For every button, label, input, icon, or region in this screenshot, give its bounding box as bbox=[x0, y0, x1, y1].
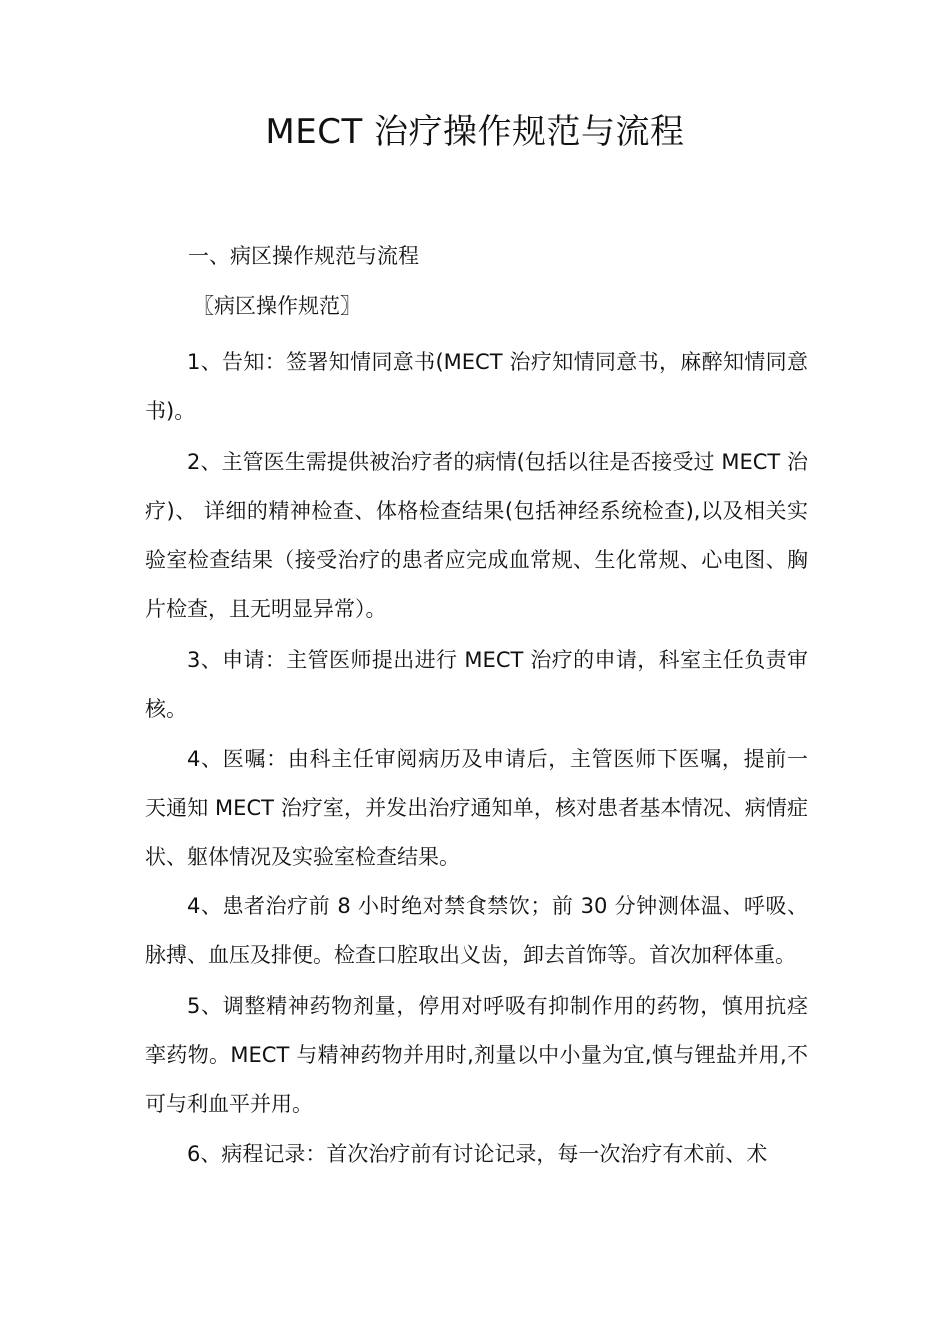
paragraph-medical-order: 4、医嘱：由科主任审阅病历及申请后，主管医师下医嘱，提前一天通知 MECT 治疗室，并发出治疗通知单，核对患者基本情况、病情症状、躯体情况及实验室检查结果。 bbox=[145, 747, 808, 869]
paragraph-progress-record: 6、病程记录：首次治疗前有讨论记录，每一次治疗有术前、术 bbox=[187, 1142, 768, 1166]
paragraph-patient-info: 2、主管医生需提供被治疗者的病情(包括以往是否接受过 MECT 治疗)、 详细的精神检查、体格检查结果(包括神经系统检查),以及相关实验室检查结果（接受治疗的患者应完成血常规、生化常规、心电图、胸片检查，且无明显异常）。 bbox=[145, 450, 808, 621]
document-title: MECT 治疗操作规范与流程 bbox=[265, 112, 685, 152]
paragraph-consent: 1、告知：签署知情同意书(MECT 治疗知情同意书，麻醉知情同意书)。 bbox=[145, 350, 808, 423]
paragraph-fasting: 4、患者治疗前 8 小时绝对禁食禁饮；前 30 分钟测体温、呼吸、脉搏、血压及排便。检查口腔取出义齿，卸去首饰等。首次加秤体重。 bbox=[145, 894, 808, 967]
section-heading: 一、病区操作规范与流程 bbox=[188, 244, 419, 268]
paragraph-application: 3、申请：主管医师提出进行 MECT 治疗的申请，科室主任负责审核。 bbox=[145, 648, 808, 721]
sub-heading: 〖病区操作规范〗 bbox=[193, 294, 361, 318]
paragraph-medication: 5、调整精神药物剂量，停用对呼吸有抑制作用的药物，慎用抗痉挛药物。MECT 与精神药物并用时,剂量以中小量为宜,慎与锂盐并用,不可与利血平并用。 bbox=[145, 994, 808, 1116]
